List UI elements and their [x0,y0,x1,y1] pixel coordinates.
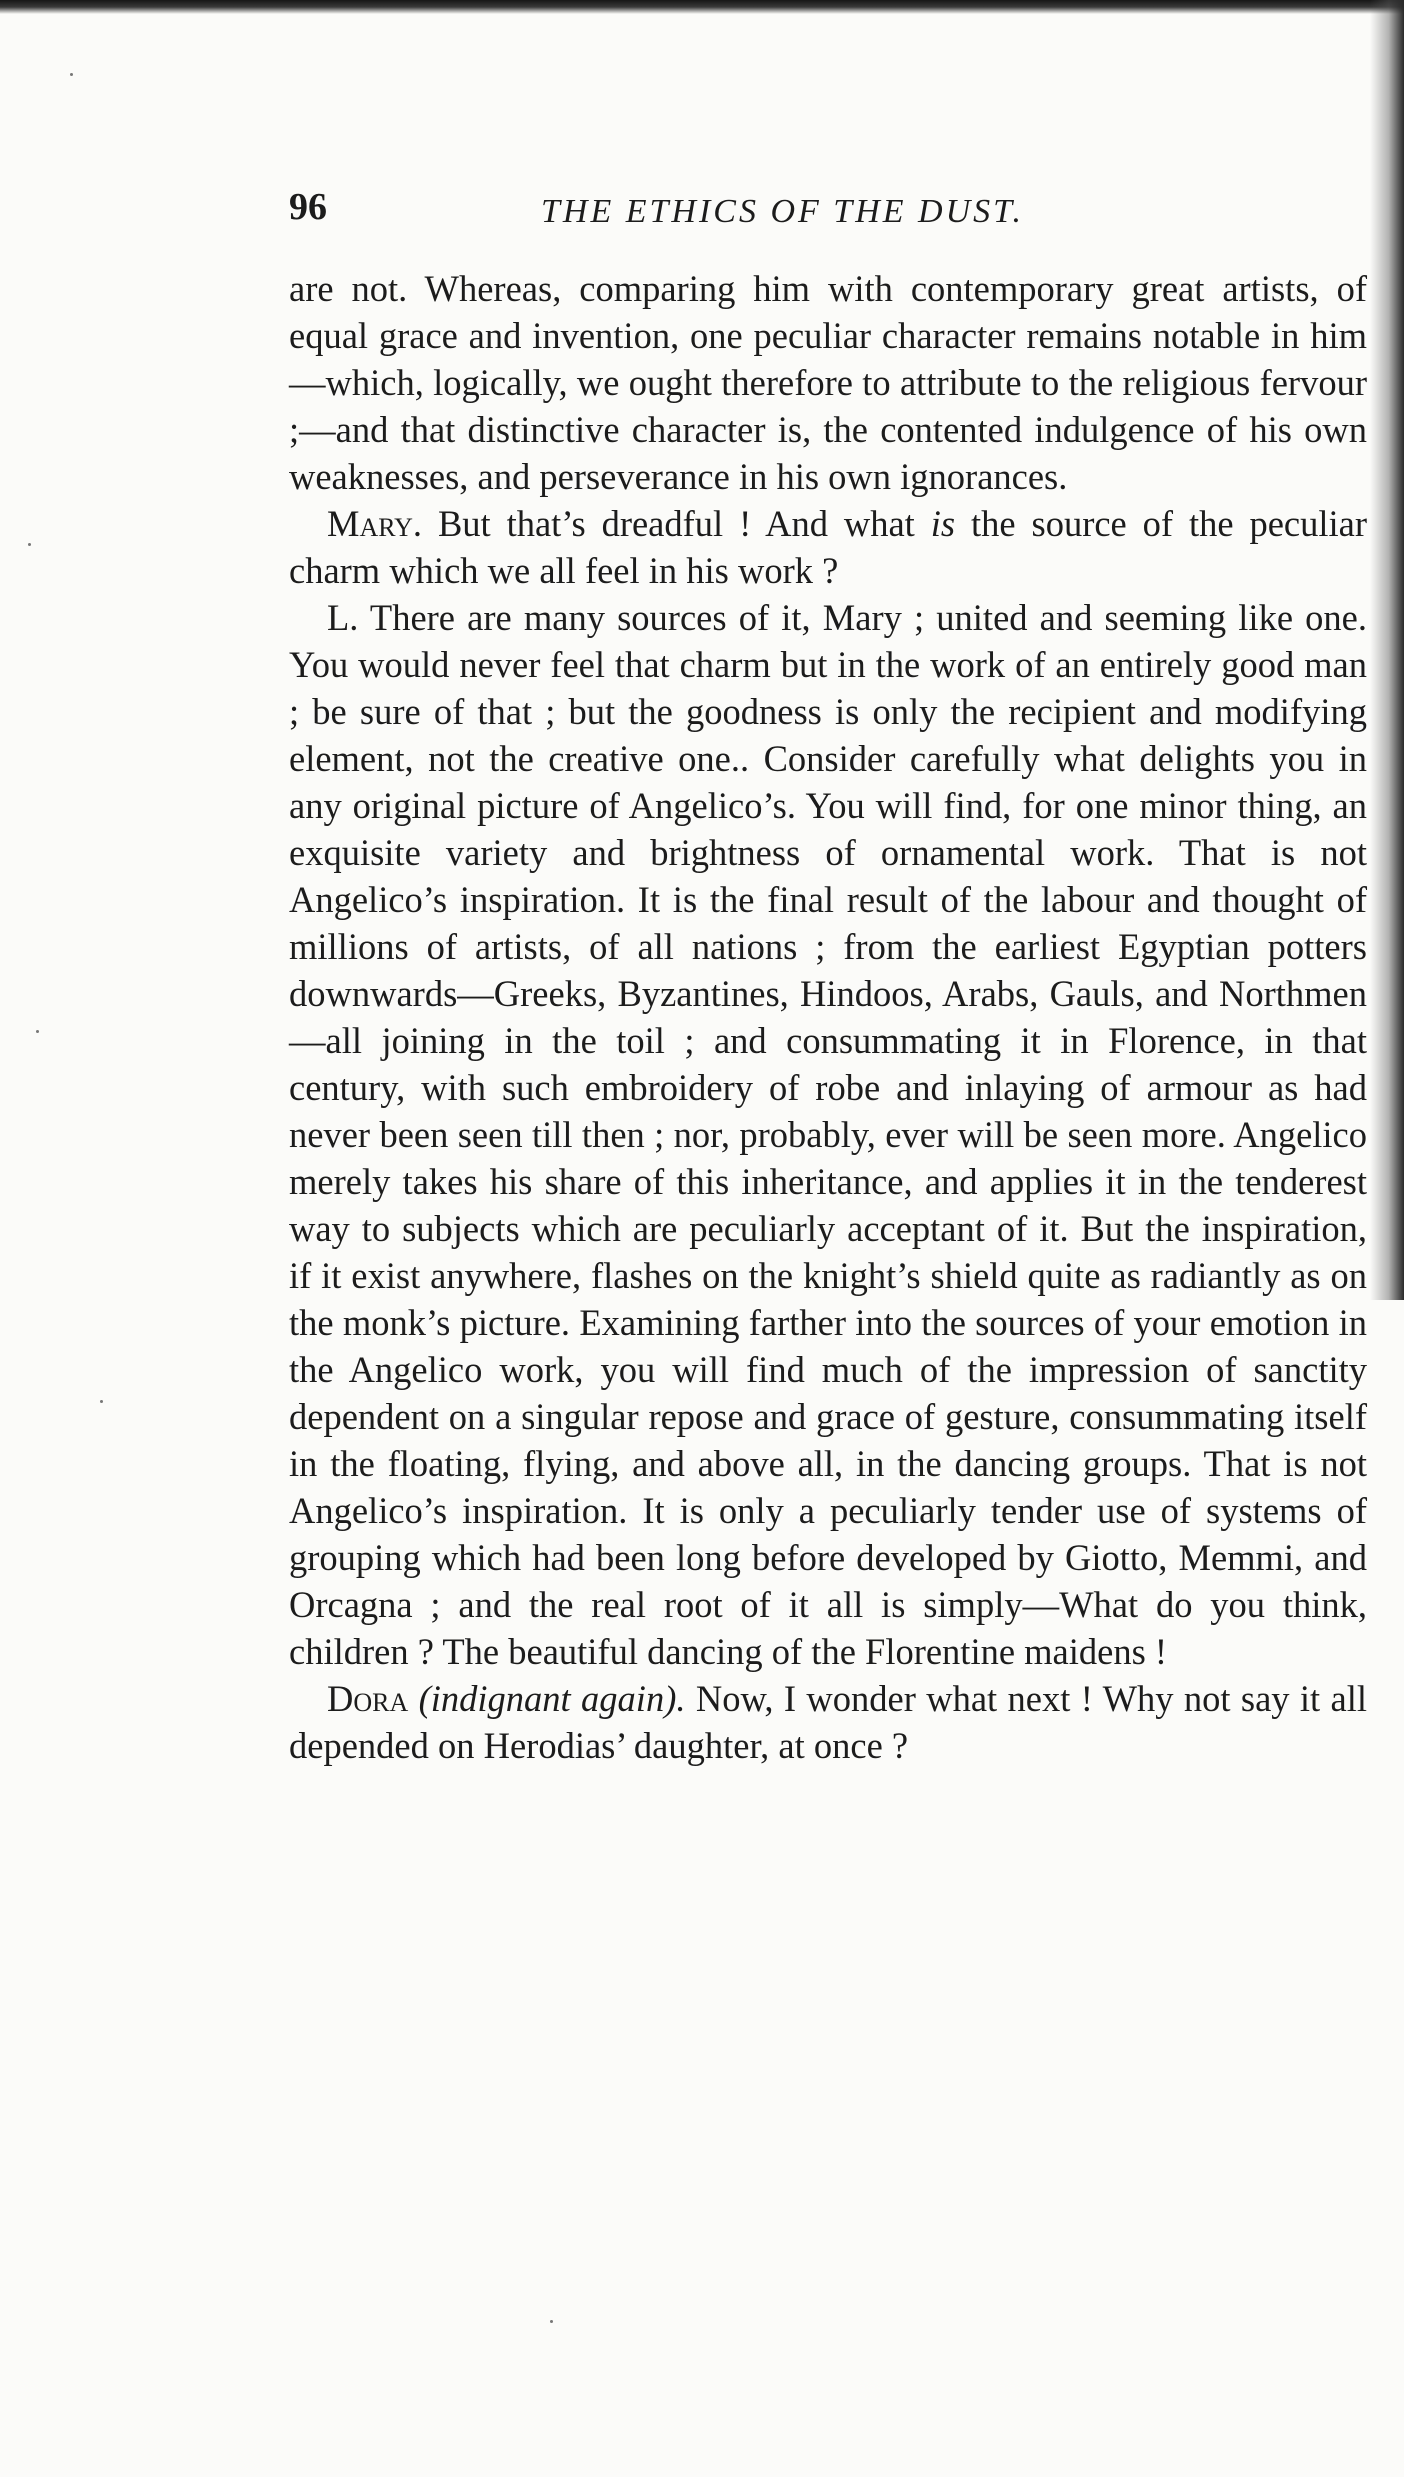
paragraph-dora [289,1675,1367,1769]
paper-speck [70,73,73,76]
paragraph-mary [289,500,1367,594]
page-top-edge-shadow [0,0,1404,14]
emphasis-text: is [930,503,956,544]
running-title: THE ETHICS OF THE DUST. [541,193,1025,230]
paragraph-text: the source of the peculiar charm which we all feel in his work ? [289,503,1367,591]
body-text [289,265,1367,1769]
paragraph-text: are not. Whereas, comparing him with contemporary great artists, of equal grace and invention, one peculiar character remains notable in him—which, logically, we ought therefore to attribute to the religious fervour ;—and that distinctive character is, the contented indulgence of his own weaknesses, and perseverance in his own ignorances. [289,268,1367,497]
paper-speck [100,1400,103,1403]
paragraph-text: L. There are many sources of it, Mary ; united and seeming like one. You would never feel that charm but in the work of an entirely good man ; be sure of that ; but the goodness is only the recipient and modifying element, not the creative one.. Consider carefully what delights you in any original picture of Angelico’s. You will find, for one minor thing, an exquisite variety and brightness of ornamental work. That is not Angelico’s inspiration. It is the final result of the labour and thought of millions of artists, of all nations ; from the earliest Egyptian potters downwards—Greeks, Byzantines, Hindoos, Arabs, Gauls, and Northmen—all joining in the toil ; and consummating it in Florence, in that century, with such embroidery of robe and inlaying of armour as had never been seen till then ; nor, probably, ever will be seen more. Angelico merely takes his share of this inheritance, and applies it in the tenderest way to subjects which are peculiarly acceptant of it. But the inspiration, if it exist anywhere, flashes on the knight’s shield quite as radiantly as on the monk’s picture. Examining farther into the sources of your emotion in the Angelico work, you will find much of the impression of sanctity dependent on a singular repose and grace of gesture, consummating itself in the floating, flying, and above all, in the dancing groups. That is not Angelico’s inspiration. It is only a peculiarly tender use of systems of grouping which had been long before developed by Giotto, Memmi, and Orcagna ; and the real root of it all is simply—What do you think, children ? The beautiful dancing of the Florentine maidens ! [289,597,1367,1672]
book-page [289,185,1367,1769]
page-number: 96 [289,186,327,228]
paragraph-text: Now, I wonder what next ! Why not say it all depended on Herodias’ daughter, at once ? [289,1678,1368,1766]
speaker-name: Mary. [327,503,423,544]
speaker-name: Dora [327,1678,409,1719]
page-right-edge-shadow [1370,0,1404,1300]
paragraph-lecturer [289,594,1367,1675]
paragraph-text: But that’s dreadful ! And what [422,503,931,544]
paper-speck [550,2320,553,2323]
running-head [289,185,1367,245]
stage-direction: (indignant again). [418,1678,686,1719]
paper-speck [36,1030,39,1033]
paragraph-continuation [289,265,1367,500]
paper-speck [28,543,31,546]
